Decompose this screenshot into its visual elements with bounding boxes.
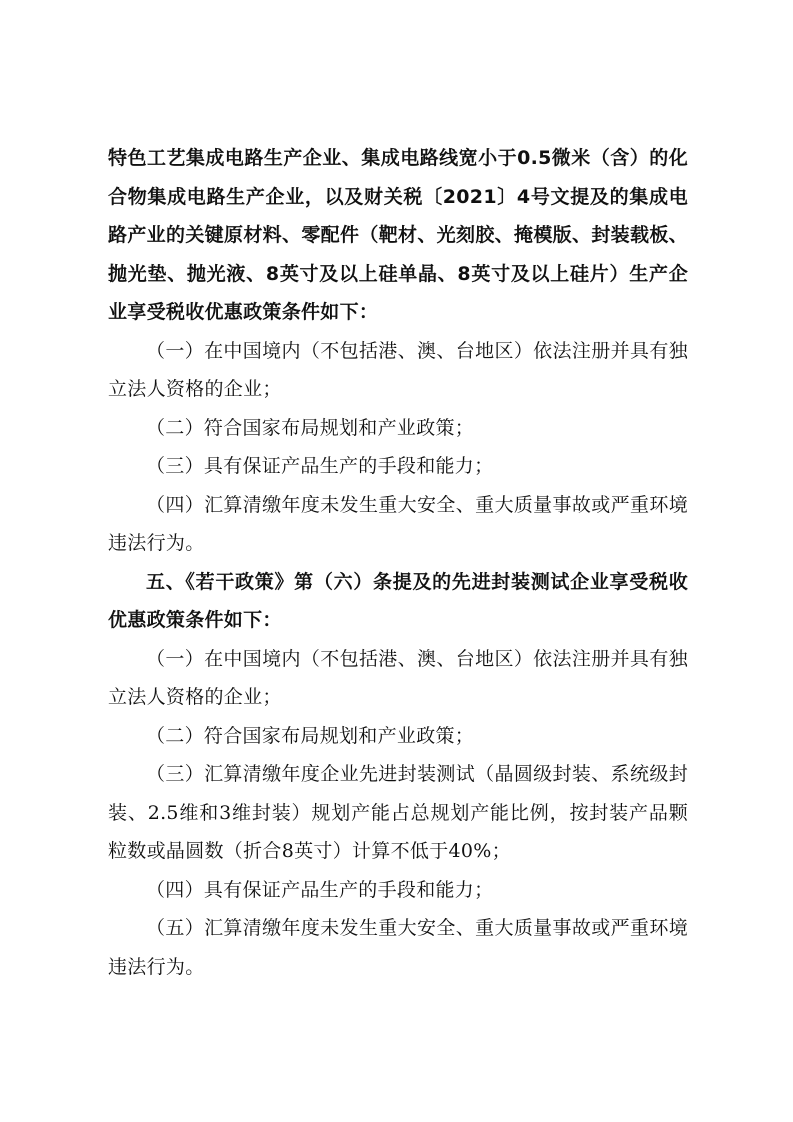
section-heading-5: 五、《若干政策》第（六）条提及的先进封装测试企业享受税收优惠政策条件如下： bbox=[108, 570, 688, 631]
paragraph-11: （五）汇算清缴年度未发生重大安全、重大质量事故或严重环境违法行为。 bbox=[108, 917, 688, 978]
paragraph-8: （二）符合国家布局规划和产业政策； bbox=[146, 724, 475, 747]
paragraph-10: （四）具有保证产品生产的手段和能力； bbox=[146, 878, 494, 901]
paragraph-5: （四）汇算清缴年度未发生重大安全、重大质量事故或严重环境违法行为。 bbox=[108, 493, 688, 554]
paragraph-7: （一）在中国境内（不包括港、澳、台地区）依法注册并具有独立法人资格的企业； bbox=[108, 647, 688, 708]
paragraph-4: （三）具有保证产品生产的手段和能力； bbox=[146, 455, 494, 477]
paragraph-9: （三）汇算清缴年度企业先进封装测试（晶圆级封装、系统级封装、2.5维和3维封装）规划产能占总规划产能比例，按封装产品颗粒数或晶圆数（折合8英寸）计算不低于40%； bbox=[108, 763, 688, 862]
paragraph-3: （二）符合国家布局规划和产业政策； bbox=[146, 416, 475, 439]
paragraph-2: （一）在中国境内（不包括港、澳、台地区）依法注册并具有独立法人资格的企业； bbox=[108, 339, 688, 400]
document-body bbox=[108, 139, 688, 986]
paragraph-1: 特色工艺集成电路生产企业、集成电路线宽小于0.5微米（含）的化合物集成电路生产企业，以及财关税〔2021〕4号文提及的集成电路产业的关键原材料、零配件（靶材、光刻胶、掩模版、封装载板、抛光垫、抛光液、8英寸及以上硅单晶、8英寸及以上硅片）生产企业享受税收优惠政策条件如下： bbox=[108, 147, 688, 323]
